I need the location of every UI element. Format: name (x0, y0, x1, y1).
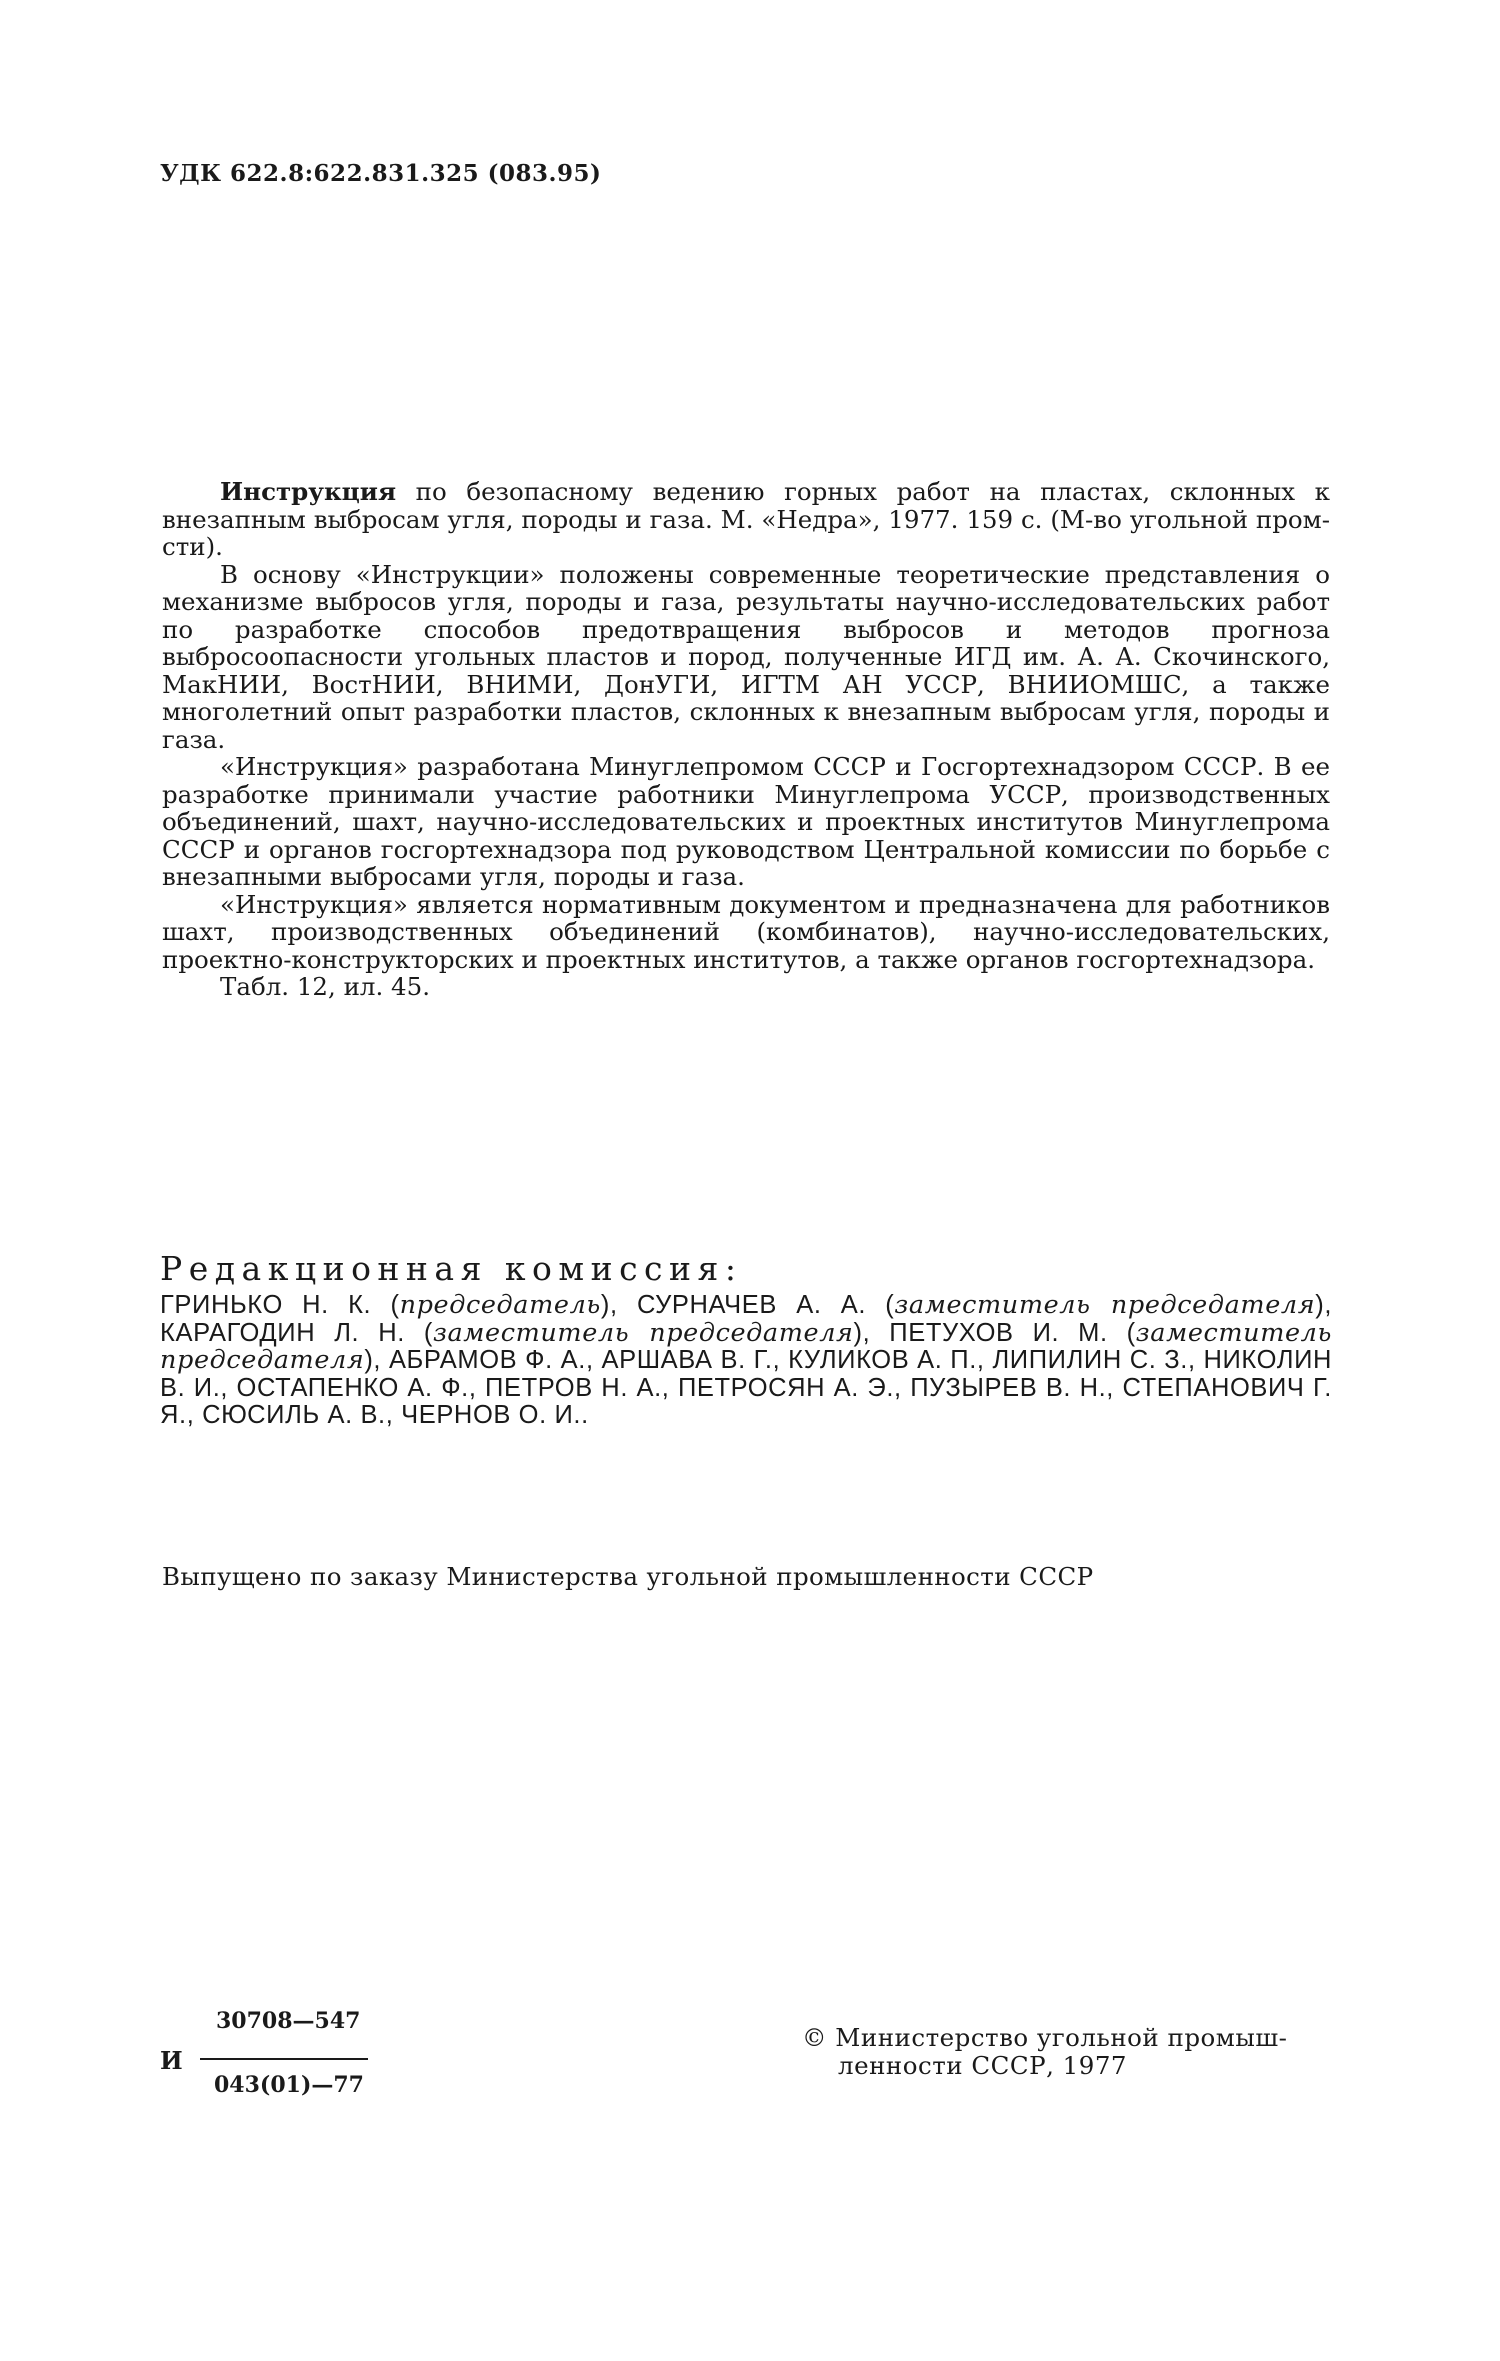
editorial-member-role: заместитель председателя (432, 1317, 854, 1348)
editorial-member: СУРНАЧЕВ А. А. (заместитель председателя), (636, 1290, 1332, 1320)
editorial-member-name: СТЕПАНОВИЧ Г. Я. (160, 1373, 1332, 1429)
editorial-member: ПЕТРОВ Н. А., (485, 1373, 678, 1402)
editorial-member: КУЛИКОВ А. П., (788, 1346, 993, 1374)
annotation-lead-word: Инструкция (220, 477, 397, 506)
editorial-member-name: КУЛИКОВ А. П. (788, 1346, 977, 1374)
copyright-line-2: ленности СССР, 1977 (838, 2051, 1128, 2080)
editorial-member-name: ПЕТРОВ Н. А. (485, 1373, 662, 1402)
editorial-member-role: заместитель председателя (894, 1290, 1316, 1320)
editorial-board-heading: Редакционная комиссия: (160, 1249, 743, 1288)
annotation-tables-figures: Табл. 12, ил. 45. (220, 972, 431, 1001)
annotation-block (162, 478, 1330, 1001)
issued-by-order-note: Выпущено по заказу Министерства угольной промышленности СССР (162, 1562, 1094, 1591)
editorial-member-name: КАРАГОДИН Л. Н. (160, 1318, 405, 1347)
editorial-member-name: ГРИНЬКО Н. К. (160, 1291, 372, 1319)
editorial-member: ОСТАПЕНКО А. Ф., (236, 1373, 486, 1402)
editorial-member: КАРАГОДИН Л. Н. (заместитель председателя), (160, 1317, 890, 1348)
editorial-member-name: СЮСИЛЬ А. В. (202, 1401, 386, 1429)
copyright-line-1: © Министерство угольной промыш- (802, 2023, 1288, 2052)
publication-index-letter: И (160, 2046, 183, 2075)
editorial-member-name: ПЕТРОСЯН А. Э. (677, 1373, 895, 1402)
editorial-board-members (160, 1292, 1332, 1430)
publication-index-fraction-line (200, 2058, 368, 2060)
editorial-member-role: председатель (399, 1290, 601, 1320)
editorial-member: ПЕТРОСЯН А. Э., (677, 1373, 911, 1402)
editorial-member: СЮСИЛЬ А. В., (202, 1401, 402, 1429)
editorial-member: ЛИПИЛИН С. З., (992, 1346, 1204, 1374)
udc-code: УДК 622.8:622.831.325 (083.95) (160, 160, 602, 187)
copyright-notice (802, 2024, 1342, 2080)
editorial-member: СТЕПАНОВИЧ Г. Я., (160, 1373, 1332, 1429)
editorial-member-name: ЛИПИЛИН С. З. (992, 1346, 1188, 1374)
editorial-member: ПЕТУХОВ И. М. (заместитель председателя), (160, 1317, 1333, 1375)
publication-index (160, 2000, 400, 2120)
editorial-member: АБРАМОВ Ф. А., (388, 1346, 602, 1374)
editorial-member-name: ОСТАПЕНКО А. Ф. (236, 1373, 469, 1402)
editorial-member-name: АРШАВА В. Г. (601, 1346, 773, 1374)
annotation-paragraph-3: «Инструкция» разработана Минуглепромом СССР и Госгортехнадзором СССР. В ее разработке принимали участие работники Минуглепрома УССР, производственных объединений, шахт, научно-исследовательских и проектных институтов Минуглепрома СССР и органов госгортехнадзора под руководством Центральной комиссии по борьбе с внезапными выбросами угля, породы и газа. (162, 752, 1330, 891)
publication-index-numerator: 30708—547 (216, 2008, 361, 2034)
publication-index-denominator: 043(01)—77 (214, 2072, 364, 2098)
editorial-member-name: АБРАМОВ Ф. А. (388, 1346, 586, 1374)
annotation-paragraph-1-text: по безопасному ведению горных работ на пластах, склонных к внезапным выбросам угля, породы и газа. М. «Недра», 1977. 159 с. (М-во угольной пром-сти). (162, 477, 1330, 561)
editorial-member-name: ПУЗЫРЕВ В. Н. (910, 1373, 1107, 1402)
editorial-member-name: СУРНАЧЕВ А. А. (636, 1291, 867, 1319)
editorial-member: НИКОЛИН В. И., (160, 1346, 1333, 1402)
editorial-member: ПУЗЫРЕВ В. Н., (910, 1373, 1123, 1402)
editorial-member-name: ЧЕРНОВ О. И. (401, 1401, 582, 1429)
editorial-member: АРШАВА В. Г., (601, 1346, 789, 1374)
editorial-member: ГРИНЬКО Н. К. (председатель), (160, 1290, 637, 1320)
editorial-member-role: заместитель председателя (160, 1317, 1333, 1375)
editorial-member-name: НИКОЛИН В. И. (160, 1346, 1333, 1402)
annotation-paragraph-4: «Инструкция» является нормативным документом и предназначена для работников шахт, производственных объединений (комбинатов), научно-исследовательских, проектно-конструкторских и проектных институтов, а также органов госгортехнадзора. (162, 889, 1330, 974)
editorial-board (160, 1250, 1332, 1430)
editorial-member: ЧЕРНОВ О. И.. (401, 1401, 589, 1429)
annotation-paragraph-2: В основу «Инструкции» положены современные теоретические представления о механизме выбросов угля, породы и газа, результаты научно-исследовательских работ по разработке способов предотвращения выбросов и методов прогноза выбросоопасности угольных пластов и пород, полученные ИГД им. А. А. Скочинского, МакНИИ, ВостНИИ, ВНИМИ, ДонУГИ, ИГТМ АН УССР, ВНИИОМШС, а также многолетний опыт разработки пластов, склонных к внезапным выбросам угля, породы и газа. (162, 559, 1330, 754)
editorial-member-name: ПЕТУХОВ И. М. (889, 1318, 1108, 1347)
annotation-paragraph-1 (162, 478, 1330, 561)
